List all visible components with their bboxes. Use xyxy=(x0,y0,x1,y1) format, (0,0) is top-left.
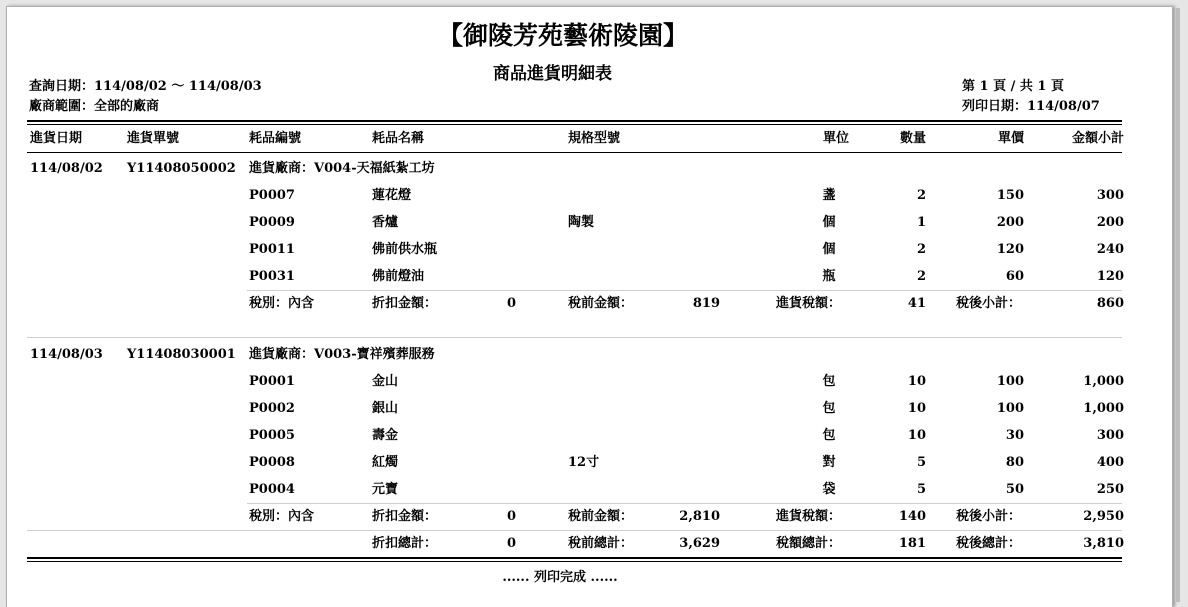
summary-rule xyxy=(247,290,1122,291)
item-qty: 1 xyxy=(916,215,926,230)
total-tax-value: 181 xyxy=(898,536,926,551)
item-qty: 10 xyxy=(907,374,926,389)
item-unit: 對 xyxy=(822,455,836,470)
item-name: 金山 xyxy=(372,374,399,389)
column-header: 進貨單號 xyxy=(127,131,180,146)
item-code: P0004 xyxy=(249,482,295,497)
column-header: 金額小計 xyxy=(1071,131,1124,146)
tax-label: 進貨稅額： xyxy=(776,509,842,524)
item-code: P0007 xyxy=(249,188,295,203)
item-amount: 300 xyxy=(1096,188,1124,203)
item-price: 100 xyxy=(996,374,1024,389)
item-qty: 5 xyxy=(916,455,926,470)
item-amount: 250 xyxy=(1096,482,1124,497)
item-code: P0008 xyxy=(249,455,295,470)
total-pretax-value: 3,629 xyxy=(679,536,720,551)
item-unit: 個 xyxy=(822,242,836,257)
item-price: 30 xyxy=(1005,428,1024,443)
subtotal-label: 稅後小計： xyxy=(956,296,1022,311)
discount-label: 折扣金額： xyxy=(372,296,438,311)
column-header: 規格型號 xyxy=(568,131,621,146)
purchase-date: 114/08/02 xyxy=(30,161,103,176)
item-name: 銀山 xyxy=(372,401,399,416)
item-amount: 400 xyxy=(1096,455,1124,470)
item-price: 200 xyxy=(996,215,1024,230)
item-price: 100 xyxy=(996,401,1024,416)
header-rule-top-1 xyxy=(27,120,1122,122)
item-spec: 12寸 xyxy=(568,455,600,470)
vendor-range: 廠商範圍：全部的廠商 xyxy=(29,99,160,114)
item-code: P0011 xyxy=(249,242,295,257)
order-number: Y11408050002 xyxy=(127,161,236,176)
tax-value: 41 xyxy=(907,296,926,311)
header-rule-top-2 xyxy=(27,124,1122,125)
item-unit: 個 xyxy=(822,215,836,230)
item-code: P0009 xyxy=(249,215,295,230)
item-amount: 120 xyxy=(1096,269,1124,284)
item-name: 壽金 xyxy=(372,428,399,443)
total-tax-label: 稅額總計： xyxy=(776,536,842,551)
company-title: 【御陵芳苑藝術陵園】 xyxy=(438,21,689,50)
pretax-value: 819 xyxy=(692,296,720,311)
column-header: 數量 xyxy=(899,131,926,146)
discount-value: 0 xyxy=(506,296,516,311)
item-unit: 包 xyxy=(822,401,836,416)
vendor-name: 進貨廠商：V004-天福紙紮工坊 xyxy=(249,161,435,176)
item-name: 蓮花燈 xyxy=(372,188,412,203)
pretax-label: 稅前金額： xyxy=(568,296,634,311)
print-complete-footer: ...... 列印完成 ...... xyxy=(502,570,618,585)
grand-total-label: 稅後總計： xyxy=(956,536,1022,551)
footer-rule-1 xyxy=(27,557,1122,559)
window-edge xyxy=(1176,8,1180,602)
subtotal-label: 稅後小計： xyxy=(956,509,1022,524)
summary-rule xyxy=(247,503,1122,504)
item-amount: 1,000 xyxy=(1083,374,1124,389)
total-rule xyxy=(27,530,1122,531)
tax-value: 140 xyxy=(898,509,926,524)
item-name: 佛前燈油 xyxy=(372,269,425,284)
group-separator xyxy=(27,337,1122,338)
item-code: P0031 xyxy=(249,269,295,284)
item-price: 60 xyxy=(1005,269,1024,284)
vendor-name: 進貨廠商：V003-寶祥殯葬服務 xyxy=(249,347,435,362)
subtotal-value: 860 xyxy=(1096,296,1124,311)
item-amount: 300 xyxy=(1096,428,1124,443)
item-unit: 瓶 xyxy=(822,269,836,284)
item-qty: 5 xyxy=(916,482,926,497)
item-amount: 200 xyxy=(1096,215,1124,230)
item-qty: 2 xyxy=(916,242,926,257)
item-qty: 10 xyxy=(907,428,926,443)
header-rule-bottom xyxy=(27,152,1122,153)
item-spec: 陶製 xyxy=(568,215,595,230)
column-header: 單價 xyxy=(997,131,1024,146)
item-name: 佛前供水瓶 xyxy=(372,242,438,257)
item-qty: 2 xyxy=(916,269,926,284)
item-unit: 包 xyxy=(822,374,836,389)
column-header: 進貨日期 xyxy=(30,131,83,146)
query-date-range: 查詢日期：114/08/02 ～ 114/08/03 xyxy=(29,79,262,94)
discount-label: 折扣金額： xyxy=(372,509,438,524)
item-unit: 袋 xyxy=(822,482,836,497)
tax-type: 稅別：內含 xyxy=(249,509,315,524)
item-amount: 240 xyxy=(1096,242,1124,257)
item-unit: 包 xyxy=(822,428,836,443)
item-price: 80 xyxy=(1005,455,1024,470)
pretax-value: 2,810 xyxy=(679,509,720,524)
item-qty: 2 xyxy=(916,188,926,203)
item-amount: 1,000 xyxy=(1083,401,1124,416)
total-discount-value: 0 xyxy=(506,536,516,551)
print-date: 列印日期：114/08/07 xyxy=(962,99,1100,114)
item-name: 紅燭 xyxy=(372,455,399,470)
item-price: 120 xyxy=(996,242,1024,257)
column-header: 耗品名稱 xyxy=(372,131,425,146)
column-header: 耗品編號 xyxy=(249,131,302,146)
item-name: 元寶 xyxy=(372,482,399,497)
total-discount-label: 折扣總計： xyxy=(372,536,438,551)
grand-total-value: 3,810 xyxy=(1083,536,1124,551)
item-name: 香爐 xyxy=(372,215,399,230)
total-pretax-label: 稅前總計： xyxy=(568,536,634,551)
report-title: 商品進貨明細表 xyxy=(493,64,612,84)
tax-label: 進貨稅額： xyxy=(776,296,842,311)
pretax-label: 稅前金額： xyxy=(568,509,634,524)
item-price: 150 xyxy=(996,188,1024,203)
item-unit: 盞 xyxy=(822,188,836,203)
item-code: P0001 xyxy=(249,374,295,389)
subtotal-value: 2,950 xyxy=(1083,509,1124,524)
item-code: P0002 xyxy=(249,401,295,416)
item-code: P0005 xyxy=(249,428,295,443)
page-number: 第 1 頁 / 共 1 頁 xyxy=(962,79,1064,94)
tax-type: 稅別：內含 xyxy=(249,296,315,311)
item-qty: 10 xyxy=(907,401,926,416)
discount-value: 0 xyxy=(506,509,516,524)
purchase-date: 114/08/03 xyxy=(30,347,103,362)
order-number: Y11408030001 xyxy=(127,347,236,362)
column-header: 單位 xyxy=(822,131,849,146)
item-price: 50 xyxy=(1005,482,1024,497)
footer-rule-2 xyxy=(27,561,1122,562)
